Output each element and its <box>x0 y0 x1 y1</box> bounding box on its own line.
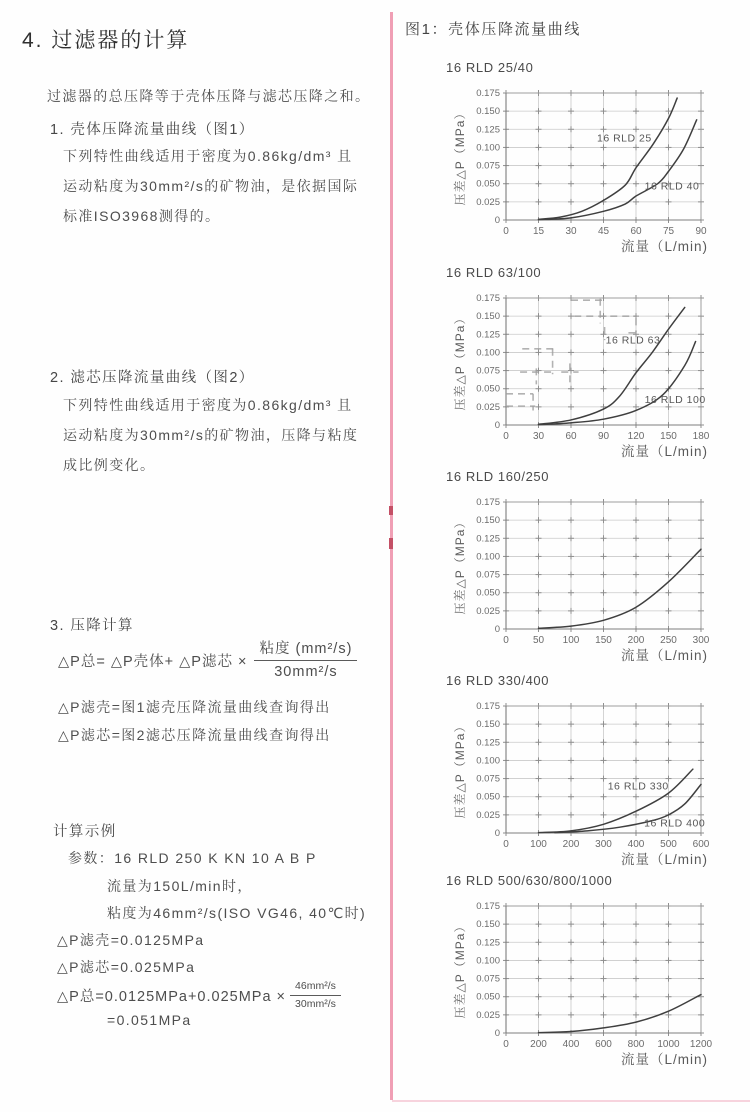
section-2-line-1: 下列特性曲线适用于密度为0.86kg/dm³ 且 <box>63 397 353 413</box>
svg-text:0: 0 <box>494 828 500 839</box>
svg-text:16 RLD 160/250: 16 RLD 160/250 <box>446 469 550 484</box>
svg-text:0.175: 0.175 <box>476 497 500 508</box>
svg-text:16 RLD 40: 16 RLD 40 <box>644 180 700 193</box>
svg-text:0.150: 0.150 <box>476 311 500 323</box>
chart-16-rld-63-100 <box>420 260 750 465</box>
svg-text:300: 300 <box>595 839 612 850</box>
svg-text:16 RLD 100: 16 RLD 100 <box>644 394 706 407</box>
example-dp-shell: △P滤壳=0.0125MPa <box>57 932 205 948</box>
formula-note-2: △P滤芯=图2滤芯压降流量曲线查询得出 <box>58 727 331 743</box>
svg-text:16 RLD 330: 16 RLD 330 <box>607 780 669 793</box>
section-2-heading: 2. 滤芯压降流量曲线（图2） <box>50 370 255 386</box>
svg-text:0.075: 0.075 <box>476 973 500 985</box>
section-2-line-2: 运动粘度为30mm²/s的矿物油，压降与粘度 <box>63 427 359 443</box>
svg-text:0.075: 0.075 <box>476 160 500 172</box>
svg-text:16 RLD 63/100: 16 RLD 63/100 <box>446 265 542 280</box>
svg-text:0: 0 <box>494 215 500 226</box>
svg-text:45: 45 <box>597 226 610 237</box>
svg-text:流量（L/min): 流量（L/min) <box>620 239 708 254</box>
svg-text:1000: 1000 <box>657 1039 680 1050</box>
svg-text:600: 600 <box>692 839 710 850</box>
svg-text:流量（L/min): 流量（L/min) <box>620 852 708 867</box>
section-2-line-3: 成比例变化。 <box>63 457 156 473</box>
svg-text:0.050: 0.050 <box>476 178 500 190</box>
svg-text:0.150: 0.150 <box>476 515 500 527</box>
svg-text:0: 0 <box>494 1028 500 1039</box>
svg-text:16 RLD 400: 16 RLD 400 <box>644 817 706 830</box>
svg-text:流量（L/min): 流量（L/min) <box>620 648 708 663</box>
formula-fraction <box>254 640 357 681</box>
chart-16-rld-25-40 <box>420 55 750 260</box>
svg-text:75: 75 <box>662 226 675 237</box>
svg-text:30: 30 <box>532 431 545 442</box>
svg-text:300: 300 <box>692 635 710 646</box>
svg-text:0.125: 0.125 <box>476 124 500 136</box>
svg-text:400: 400 <box>627 839 645 850</box>
svg-text:压差△P（MPa）: 压差△P（MPa） <box>453 311 467 411</box>
svg-text:0.100: 0.100 <box>476 755 500 767</box>
section-3-heading: 3. 压降计算 <box>50 618 134 634</box>
section-1-line-2: 运动粘度为30mm²/s的矿物油，是依据国际 <box>63 178 359 194</box>
formula-denominator: 30mm²/s <box>274 664 338 681</box>
svg-text:0.025: 0.025 <box>476 809 500 821</box>
chart-16-rld-160-250 <box>420 464 750 669</box>
svg-text:16 RLD 500/630/800/1000: 16 RLD 500/630/800/1000 <box>446 873 613 888</box>
svg-text:0: 0 <box>503 839 509 850</box>
svg-text:120: 120 <box>627 431 645 442</box>
pressure-formula <box>58 640 357 681</box>
example-dp-total-numerator: 46mm²/s <box>290 980 341 996</box>
svg-text:0.075: 0.075 <box>476 569 500 581</box>
svg-text:800: 800 <box>627 1039 645 1050</box>
svg-text:100: 100 <box>562 635 580 646</box>
svg-text:0: 0 <box>503 635 509 646</box>
svg-text:180: 180 <box>692 431 710 442</box>
svg-text:500: 500 <box>660 839 677 850</box>
svg-text:150: 150 <box>595 635 612 646</box>
svg-text:200: 200 <box>627 635 645 646</box>
svg-text:压差△P（MPa）: 压差△P（MPa） <box>453 515 467 615</box>
svg-text:15: 15 <box>532 226 545 237</box>
example-dp-total-fraction <box>290 980 341 1011</box>
formula-lhs: △P总= △P壳体+ △P滤芯 × <box>58 654 248 671</box>
svg-text:0.050: 0.050 <box>476 791 500 803</box>
divider-scan-mark <box>389 506 393 515</box>
svg-text:250: 250 <box>660 635 677 646</box>
svg-text:0.025: 0.025 <box>476 1009 500 1021</box>
example-result: =0.051MPa <box>107 1012 192 1028</box>
intro-text: 过滤器的总压降等于壳体压降与滤芯压降之和。 <box>47 88 371 104</box>
divider-scan-mark <box>389 538 393 549</box>
example-flow-line: 流量为150L/min时， <box>107 878 253 894</box>
svg-text:流量（L/min): 流量（L/min) <box>620 444 708 459</box>
svg-text:0: 0 <box>503 431 509 442</box>
svg-text:0.075: 0.075 <box>476 773 500 785</box>
example-dp-total <box>57 980 341 1011</box>
svg-text:压差△P（MPa）: 压差△P（MPa） <box>453 106 467 206</box>
svg-text:0.125: 0.125 <box>476 533 500 545</box>
example-dp-element: △P滤芯=0.025MPa <box>57 959 196 975</box>
svg-text:0.050: 0.050 <box>476 383 500 395</box>
svg-text:0: 0 <box>503 226 509 237</box>
svg-text:150: 150 <box>660 431 677 442</box>
svg-text:30: 30 <box>565 226 577 237</box>
svg-text:0.125: 0.125 <box>476 937 500 949</box>
svg-text:0.075: 0.075 <box>476 365 500 377</box>
svg-text:60: 60 <box>630 226 642 237</box>
example-dp-total-denominator: 30mm²/s <box>295 998 336 1011</box>
page-title: 4. 过滤器的计算 <box>22 29 190 52</box>
section-1-line-3: 标准ISO3968测得的。 <box>63 208 221 224</box>
svg-text:90: 90 <box>695 226 707 237</box>
svg-text:0.175: 0.175 <box>476 293 500 304</box>
svg-text:0.150: 0.150 <box>476 106 500 118</box>
svg-text:200: 200 <box>530 1039 547 1050</box>
formula-note-1: △P滤壳=图1滤壳压降流量曲线查询得出 <box>58 699 331 715</box>
svg-text:0: 0 <box>503 1039 509 1050</box>
svg-text:16 RLD 63: 16 RLD 63 <box>605 334 661 347</box>
svg-text:0.150: 0.150 <box>476 919 500 931</box>
figure-1-header: 图1：壳体压降流量曲线 <box>405 21 581 38</box>
svg-text:90: 90 <box>597 431 610 442</box>
section-1-line-1: 下列特性曲线适用于密度为0.86kg/dm³ 且 <box>63 148 353 164</box>
svg-text:16 RLD 330/400: 16 RLD 330/400 <box>446 673 550 688</box>
svg-text:100: 100 <box>530 839 547 850</box>
svg-text:0.100: 0.100 <box>476 955 500 967</box>
svg-text:0.025: 0.025 <box>476 605 500 617</box>
section-1-heading: 1. 壳体压降流量曲线（图1） <box>50 122 255 138</box>
svg-text:400: 400 <box>562 1039 580 1050</box>
svg-text:0.050: 0.050 <box>476 587 500 599</box>
svg-text:0.100: 0.100 <box>476 142 500 154</box>
svg-text:0: 0 <box>494 624 500 635</box>
svg-text:16 RLD 25: 16 RLD 25 <box>597 132 652 145</box>
svg-text:200: 200 <box>562 839 580 850</box>
svg-text:0.100: 0.100 <box>476 551 500 563</box>
svg-text:0.125: 0.125 <box>476 329 500 341</box>
svg-text:压差△P（MPa）: 压差△P（MPa） <box>453 919 467 1019</box>
page-bottom-rule <box>392 1100 750 1102</box>
example-param-line: 参数：16 RLD 250 K KN 10 A B P <box>68 850 317 866</box>
chart-16-rld-330-400 <box>420 668 750 873</box>
svg-text:0.150: 0.150 <box>476 719 500 731</box>
svg-text:50: 50 <box>532 635 545 646</box>
column-divider-line <box>390 12 393 1100</box>
svg-text:0.125: 0.125 <box>476 737 500 749</box>
svg-text:600: 600 <box>595 1039 612 1050</box>
svg-text:60: 60 <box>565 431 577 442</box>
svg-text:1200: 1200 <box>689 1039 713 1050</box>
example-heading: 计算示例 <box>53 824 117 840</box>
svg-text:压差△P（MPa）: 压差△P（MPa） <box>453 719 467 819</box>
example-dp-total-lhs: △P总=0.0125MPa+0.025MPa × <box>57 989 287 1006</box>
svg-text:流量（L/min): 流量（L/min) <box>620 1052 708 1067</box>
svg-text:0.050: 0.050 <box>476 991 500 1003</box>
svg-text:0: 0 <box>494 420 500 431</box>
svg-text:0.100: 0.100 <box>476 347 500 359</box>
svg-text:16 RLD 25/40: 16 RLD 25/40 <box>446 60 534 75</box>
formula-numerator: 粘度 (mm²/s) <box>254 640 357 661</box>
svg-text:0.025: 0.025 <box>476 401 500 413</box>
svg-text:0.175: 0.175 <box>476 88 500 99</box>
svg-text:0.175: 0.175 <box>476 701 500 712</box>
example-viscosity-line: 粘度为46mm²/s(ISO VG46, 40℃时) <box>107 905 367 921</box>
svg-text:0.025: 0.025 <box>476 196 500 208</box>
chart-16-rld-500-630-800-1000 <box>420 868 750 1073</box>
svg-text:0.175: 0.175 <box>476 901 500 912</box>
